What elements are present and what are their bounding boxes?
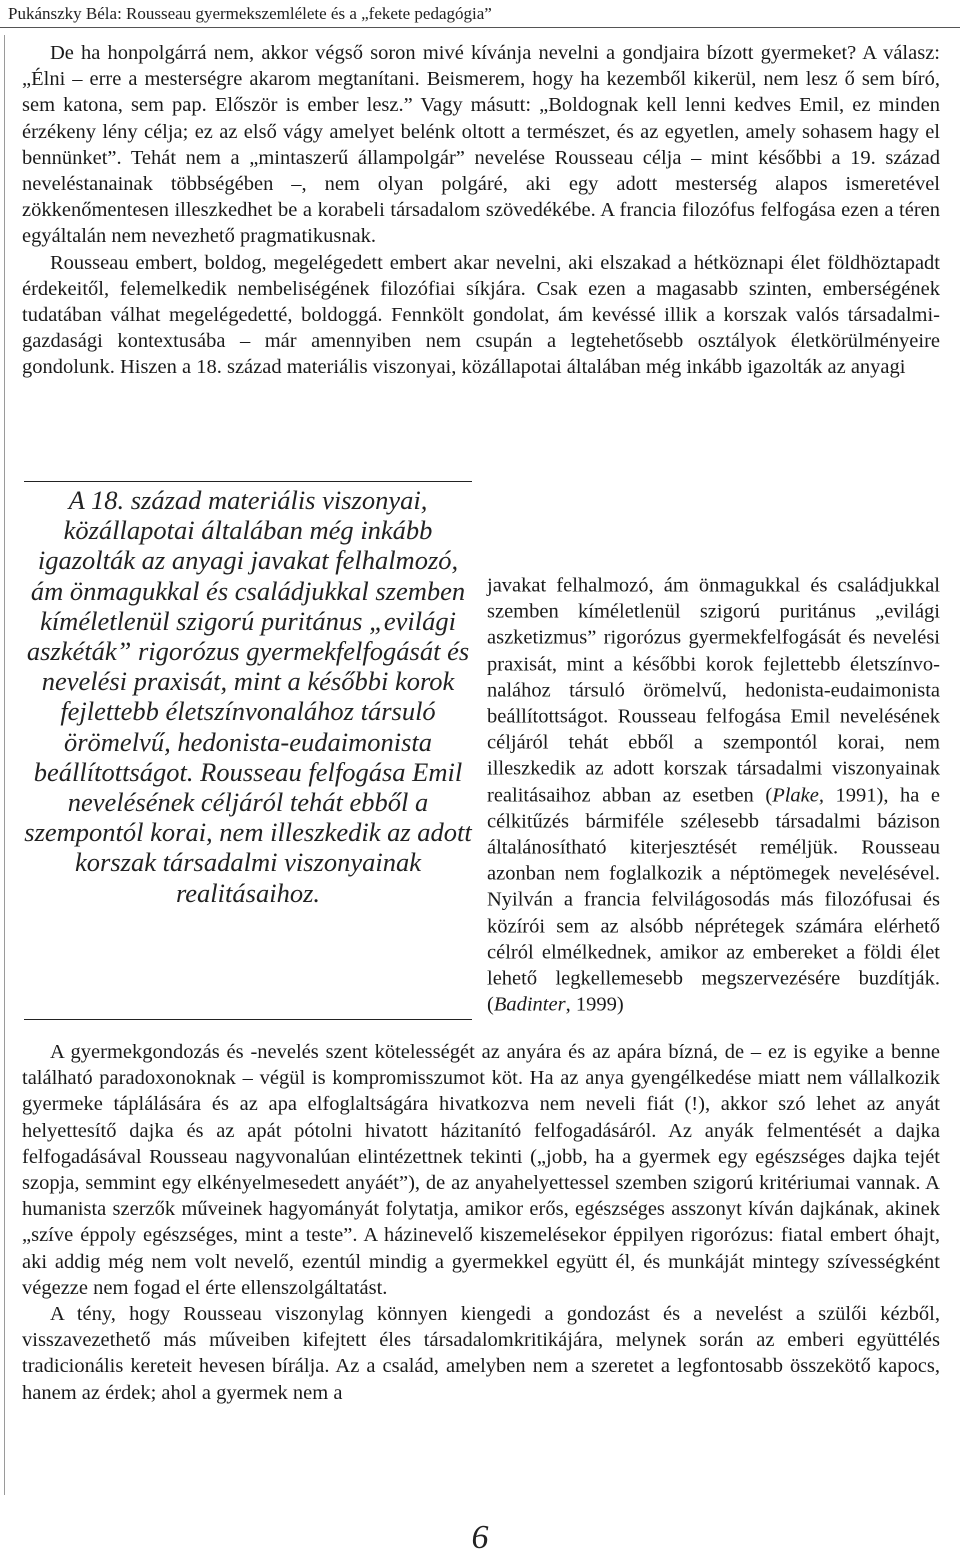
pull-quote-top-rule (24, 481, 472, 482)
citation-badinter: Badinter (493, 993, 566, 1016)
body-text-top (22, 40, 940, 381)
pull-quote (24, 481, 472, 1021)
column-text-1: javakat felhalmozó, ám önmagukkal és családjukkal szemben kíméletlenül szigorú puritánus „evilági aszketizmus” rigorózus gyermekfelfogását és nevelési praxisát, mint a későbbi korok fejlettebb életszínvonalához társuló örömelvű, hedonista-eudaimonista beállítottságot. Rousseau felfogása Emil nevelésének céljáról tehát ebből a szempontól korai, nem illeszkedik az adott korszak társadalmi viszonyainak realitásaihoz abban az esetben ( (487, 574, 940, 807)
body-text-bottom (22, 1039, 940, 1406)
margin-rule (4, 35, 5, 1495)
header-rule (0, 27, 960, 28)
paragraph-4: A gyermekgondozás és -nevelés szent kötelességét az anyára és az apára bízná, de – ez is egyike a benne található paradoxonoknak – végül is kompromisszumot köt. Ha az anya gyengélkedése miatt nem vállalkozik gyermeke táplálására és az apa elfoglaltságára hivatkozva nem neveli fiát (!), akkor szó lehet az anyát helyettesítő dajka és az apát pótolni hivatott házitanító felfogadásáról. Az anyák felmentését a dajka felfogadásával Rousseau nagyvonalúan elintézettnek tekinti („jobb, ha a gyermek egy egészséges dajka tejét szopja, semmint egy elkényelmesedett anyáét”), de az anyahelyettessel szemben szigorú kritériumai vannak. A humanista szerzők műveinek hagyományát folytatja, amikor erős, egészséges asszonyt kíván dajkának, akinek „szíve éppoly egészséges, mint a teste”. A házinevelő kiszemelésekor éppilyen rigorózus: fiatal embert óhajt, aki addig még nem volt nevelő, ezentúl mindig a gyermekkel együtt él, és munkáját mintegy szívességként végezze nem fogad el érte ellenszolgáltatást. (22, 1041, 940, 1299)
page-number: 6 (471, 1519, 489, 1556)
running-head: Pukánszky Béla: Rousseau gyermekszemlélete és a „fekete pedagógia” (8, 4, 492, 23)
pull-quote-bottom-rule (24, 1019, 472, 1020)
column-text-3: , 1999) (565, 993, 624, 1016)
body-text-column (487, 573, 940, 1018)
column-text-2: 1991), ha e célkitűzés bármiféle szélesebb társadalmi bázison általánosítható kiterjesztését reméljük. Rousseau azonban nem foglalkozik a néptömegek nevelésével. Nyilván a francia felvilágosodás más filozófusai és közírói sem az alsóbb néprétegek számára elérhető célról elmélkednek, amikor az embereket a földi élet lehető legkellemesebb megszervezésére buzdítják. ( (487, 784, 940, 1016)
pull-quote-text: A 18. század materiális viszonyai, közállapotai általában még inkább igazolták az anyagi javakat felhalmozó, ám önmagukkal és családjukkal szemben kíméletlenül szigorú puritánus „evilági aszkéták” rigorózus gyermekfelfogását és nevelési praxisát, mint a későbbi korok fejlettebb életszínvonalához társuló örömelvű, hedonista-eudaimonista beállítottságot. Rousseau felfogása Emil nevelésének céljáról tehát ebből a szempontól korai, nem illeszkedik az adott korszak társadalmi viszonyainak realitásaihoz. (24, 485, 472, 908)
paragraph-5: A tény, hogy Rousseau viszonylag könnyen kiengedi a gondozást és a nevelést a szülői kézből, visszavezethető más műveiben kifejtett éles társadalomkritikájára, melynek során az emberi együttélés tradicionális kereteit hevesen bírálja. Az a család, amelyben nem a szeretet a legfontosabb összekötő kapocs, hanem az érdek; ahol a gyermek nem a (22, 1303, 940, 1404)
paragraph-1: De ha honpolgárrá nem, akkor végső soron mivé kívánja nevelni a gondjaira bízott gyermeket? A válasz: „Élni – erre a mesterségre akarom megtanítani. Beismerem, hogy ha kezemből kikerül, nem lesz ő sem bíró, sem katona, sem pap. Először is ember lesz.” Vagy másutt: „Boldognak kell lenni kedves Emil, ez minden érzékeny lény célja; ez az első vágy amelyet belénk oltott a természet, és az egyetlen, amely sohasem hagy el bennünket”. Tehát nem a „mintaszerű állampolgár” nevelése Rousseau célja – mint későbbi a 19. század neveléstanainak többségében –, nem olyan polgáré, aki egy adott mesterség alapos ismeretével zökkenőmentesen illeszkedhet be a korabeli társadalom szövedékébe. A francia filozófus felfogása ezen a téren egyáltalán nem nevezhető pragmatikusnak. (22, 42, 940, 248)
citation-plake: Plake, (772, 784, 824, 807)
paragraph-2: Rousseau embert, boldog, megelégedett embert akar nevelni, aki elszakad a hétköznapi élet földhöztapadt érdekeitől, felemelkedik nembeliségének filozófiai síkjára. Csak ezen a magasabb szinten, emberségének tudatában válhat megelégedetté, boldoggá. Fennkölt gondolat, ám kevéssé illik a korszak valós társadalmi-gazdasági kontextusába – már amennyiben nem csupán a legtehetősebb osztályok életkörülményeire gondolunk. Hiszen a 18. század materiális viszonyai, közállapotai általában még inkább igazolták az anyagi (22, 251, 940, 379)
paragraph-3 (487, 573, 940, 1018)
